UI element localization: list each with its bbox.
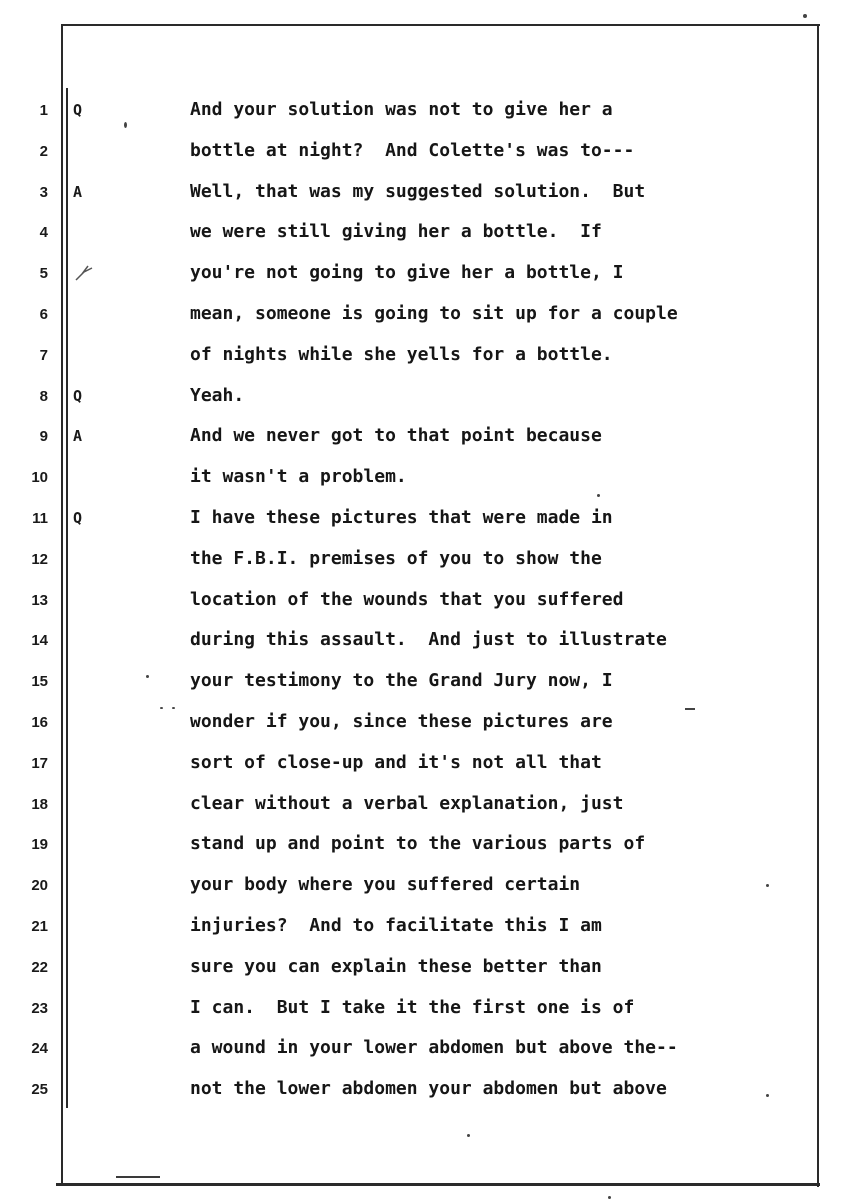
scan-speck [608, 1196, 611, 1199]
transcript-line-text: I can. But I take it the first one is of [190, 997, 635, 1018]
transcript-line-text: stand up and point to the various parts of [190, 833, 646, 854]
line-number: 6 [39, 306, 48, 323]
transcript-line-text: And we never got to that point because [190, 425, 602, 446]
line-number: 12 [31, 551, 48, 568]
speaker-label: Q [73, 509, 83, 527]
transcript-line-text: injuries? And to facilitate this I am [190, 915, 602, 936]
scan-speck [766, 1094, 769, 1097]
scan-speck [124, 122, 127, 128]
transcript-line-text: it wasn't a problem. [190, 466, 407, 487]
transcript-line-text: you're not going to give her a bottle, I [190, 262, 624, 283]
scan-speck [146, 675, 149, 678]
transcript-line-text: not the lower abdomen your abdomen but above [190, 1078, 667, 1099]
speaker-label: A [73, 183, 83, 201]
line-number: 15 [31, 673, 48, 690]
line-number: 1 [39, 102, 48, 119]
transcript-line-text: your body where you suffered certain [190, 874, 581, 895]
line-number: 8 [39, 388, 48, 405]
transcript-line-text: location of the wounds that you suffered [190, 589, 624, 610]
line-number: 19 [31, 836, 48, 853]
footer-mark [116, 1176, 160, 1178]
line-number: 5 [39, 265, 48, 282]
transcript-line-text: we were still giving her a bottle. If [190, 221, 602, 242]
scan-speck [803, 14, 807, 18]
line-number: 20 [31, 877, 48, 894]
speaker-label: Q [73, 387, 83, 405]
scan-speck [160, 707, 163, 709]
scan-speck [597, 494, 600, 497]
line-number: 22 [31, 959, 48, 976]
line-number: 7 [39, 347, 48, 364]
line-number: 13 [31, 592, 48, 609]
line-number: 24 [31, 1040, 48, 1057]
line-number: 4 [39, 224, 48, 241]
line-number: 16 [31, 714, 48, 731]
line-number: 25 [31, 1081, 48, 1098]
line-number: 21 [31, 918, 48, 935]
scan-speck [766, 884, 769, 887]
transcript-line-text: sure you can explain these better than [190, 956, 602, 977]
transcript-line-text: mean, someone is going to sit up for a couple [190, 303, 678, 324]
speaker-label: Q [73, 101, 83, 119]
page-border-top [62, 24, 820, 26]
transcript-line-text: Yeah. [190, 385, 245, 406]
transcript-line-text: bottle at night? And Colette's was to--- [190, 140, 635, 161]
line-number: 10 [31, 469, 48, 486]
transcript-line-text: of nights while she yells for a bottle. [190, 344, 613, 365]
line-number: 18 [31, 796, 48, 813]
scan-speck [467, 1134, 470, 1137]
transcript-line-text: during this assault. And just to illustrate [190, 629, 667, 650]
page-border-right [817, 24, 819, 1187]
transcript-line-text: I have these pictures that were made in [190, 507, 613, 528]
transcript-line-text: a wound in your lower abdomen but above the-- [190, 1037, 678, 1058]
line-number-margin-rule [66, 88, 68, 1108]
speaker-label: A [73, 427, 83, 445]
transcript-line-text: sort of close-up and it's not all that [190, 752, 602, 773]
transcript-line-text: Well, that was my suggested solution. But [190, 181, 646, 202]
page-border-left [61, 24, 63, 1184]
transcript-line-text: clear without a verbal explanation, just [190, 793, 624, 814]
page-border-bottom [56, 1183, 820, 1186]
line-number: 11 [32, 510, 48, 527]
line-number: 9 [39, 428, 48, 445]
line-number: 14 [31, 632, 48, 649]
transcript-line-text: And your solution was not to give her a [190, 99, 613, 120]
scan-speck [172, 707, 175, 709]
line-number: 3 [39, 184, 48, 201]
handwritten-tick-mark [72, 262, 102, 286]
scan-speck [685, 708, 695, 710]
line-number: 23 [31, 1000, 48, 1017]
transcript-line-text: wonder if you, since these pictures are [190, 711, 613, 732]
transcript-line-text: the F.B.I. premises of you to show the [190, 548, 602, 569]
transcript-line-text: your testimony to the Grand Jury now, I [190, 670, 613, 691]
line-number: 2 [39, 143, 48, 160]
line-number: 17 [31, 755, 48, 772]
